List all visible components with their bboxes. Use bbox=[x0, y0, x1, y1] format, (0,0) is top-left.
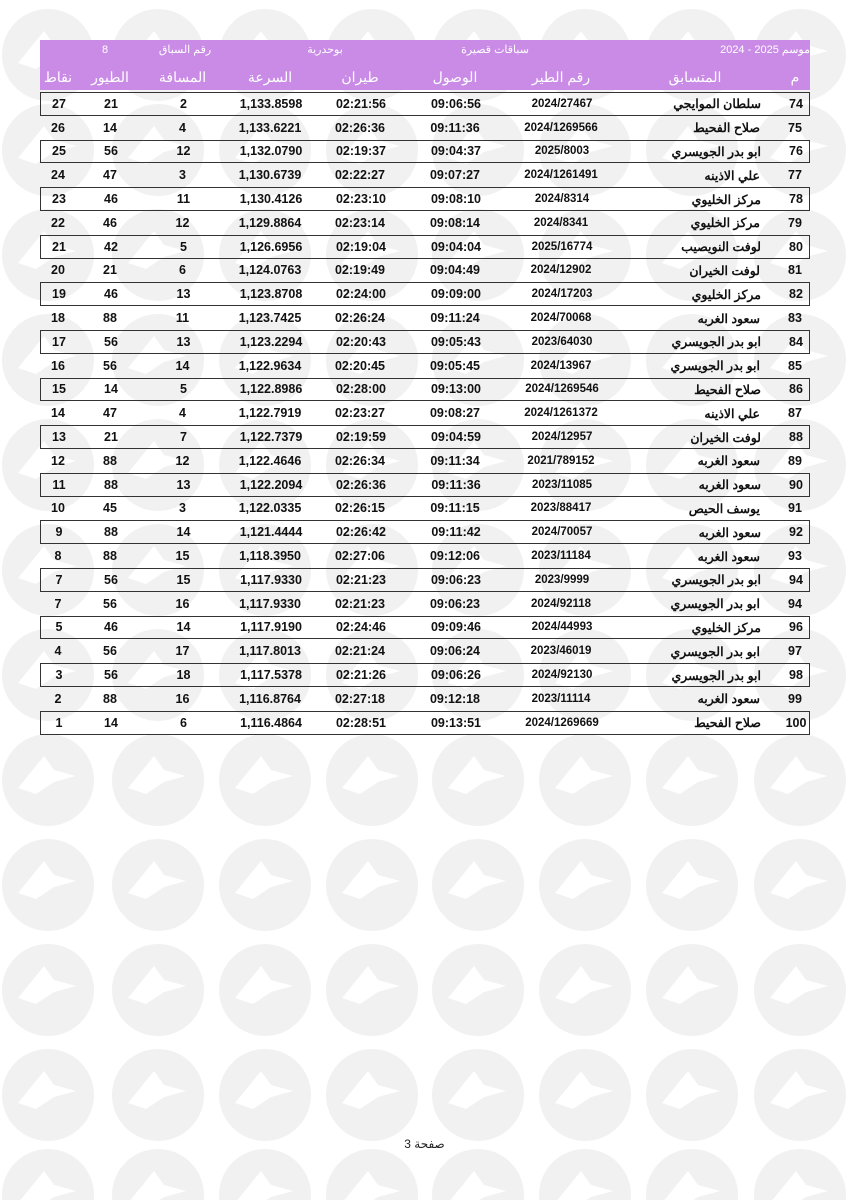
cell-distance: 5 bbox=[180, 239, 187, 254]
header-info-row bbox=[40, 40, 810, 62]
cell-birds: 88 bbox=[103, 549, 117, 564]
cell-birds: 56 bbox=[103, 358, 117, 373]
cell-rank: 96 bbox=[789, 620, 803, 635]
cell-birds: 47 bbox=[103, 406, 117, 421]
cell-birds: 88 bbox=[103, 311, 117, 326]
cell-flight: 02:20:43 bbox=[335, 334, 387, 349]
cell-flight: 02:27:06 bbox=[334, 549, 386, 564]
results-table-body bbox=[40, 92, 810, 735]
cell-rank: 93 bbox=[788, 549, 802, 564]
cell-arrival: 09:09:00 bbox=[430, 287, 482, 302]
cell-distance: 16 bbox=[175, 691, 190, 706]
col-owner: المتسابق bbox=[668, 69, 722, 85]
table-row bbox=[40, 378, 810, 402]
cell-flight: 02:21:26 bbox=[335, 668, 387, 683]
cell-rank: 79 bbox=[788, 215, 802, 230]
cell-points: 10 bbox=[51, 501, 65, 516]
table-row bbox=[40, 449, 810, 473]
cell-flight: 02:23:10 bbox=[335, 192, 387, 207]
cell-rank: 92 bbox=[789, 525, 803, 540]
table-row bbox=[40, 187, 810, 211]
table-row bbox=[40, 687, 810, 711]
cell-distance: 12 bbox=[176, 144, 191, 159]
cell-birds: 42 bbox=[104, 239, 118, 254]
cell-owner: سعود الغربه bbox=[698, 525, 761, 540]
cell-points: 25 bbox=[52, 144, 66, 159]
cell-ring: 2024/92118 bbox=[530, 597, 592, 610]
cell-rank: 85 bbox=[788, 358, 802, 373]
table-row bbox=[40, 473, 810, 497]
table-row bbox=[40, 116, 810, 140]
cell-owner: سعود الغربه bbox=[697, 311, 760, 326]
cell-distance: 17 bbox=[175, 644, 190, 659]
cell-speed: 1,123.7425 bbox=[238, 311, 302, 326]
cell-birds: 46 bbox=[104, 287, 118, 302]
cell-flight: 02:20:45 bbox=[334, 358, 386, 373]
cell-distance: 3 bbox=[179, 501, 186, 516]
cell-flight: 02:26:34 bbox=[334, 453, 386, 468]
cell-speed: 1,117.9330 bbox=[240, 572, 302, 587]
cell-speed: 1,122.0335 bbox=[238, 501, 302, 516]
cell-ring: 2023/11085 bbox=[531, 478, 593, 491]
cell-arrival: 09:11:34 bbox=[430, 453, 480, 468]
cell-distance: 12 bbox=[175, 215, 190, 230]
cell-flight: 02:19:49 bbox=[334, 263, 386, 278]
cell-speed: 1,123.8708 bbox=[239, 287, 303, 302]
cell-birds: 88 bbox=[104, 477, 118, 492]
cell-birds: 47 bbox=[103, 168, 117, 183]
cell-rank: 78 bbox=[789, 192, 803, 207]
cell-ring: 2023/9999 bbox=[534, 573, 590, 586]
cell-flight: 02:21:23 bbox=[334, 596, 386, 611]
cell-arrival: 09:11:36 bbox=[431, 477, 481, 492]
cell-points: 13 bbox=[52, 430, 66, 445]
cell-flight: 02:26:36 bbox=[334, 120, 386, 135]
cell-distance: 15 bbox=[176, 572, 191, 587]
cell-flight: 02:23:14 bbox=[334, 215, 386, 230]
cell-ring: 2021/789152 bbox=[527, 454, 595, 467]
cell-flight: 02:19:59 bbox=[335, 430, 387, 445]
cell-ring: 2024/17203 bbox=[531, 288, 593, 301]
cell-owner: مركز الخليوي bbox=[690, 216, 760, 231]
cell-speed: 1,122.7379 bbox=[239, 430, 303, 445]
cell-distance: 13 bbox=[176, 334, 191, 349]
cell-ring: 2024/44993 bbox=[531, 621, 593, 634]
table-row bbox=[40, 330, 810, 354]
cell-ring: 2024/13967 bbox=[530, 359, 592, 372]
cell-birds: 56 bbox=[104, 144, 118, 159]
cell-ring: 2024/70068 bbox=[530, 312, 592, 325]
cell-birds: 88 bbox=[103, 691, 117, 706]
cell-points: 2 bbox=[54, 691, 62, 706]
cell-distance: 14 bbox=[176, 620, 191, 635]
cell-points: 3 bbox=[55, 668, 63, 683]
cell-distance: 15 bbox=[175, 549, 190, 564]
cell-distance: 14 bbox=[175, 358, 190, 373]
cell-ring: 2024/92130 bbox=[531, 669, 593, 682]
cell-owner: سعود الغربه bbox=[698, 478, 761, 493]
cell-birds: 45 bbox=[103, 501, 117, 516]
cell-arrival: 09:06:23 bbox=[430, 572, 482, 587]
table-row bbox=[40, 235, 810, 259]
cell-speed: 1,118.3950 bbox=[239, 549, 301, 564]
cell-points: 24 bbox=[51, 168, 65, 183]
cell-flight: 02:23:27 bbox=[334, 406, 386, 421]
cell-ring: 2024/1261372 bbox=[524, 407, 598, 420]
cell-speed: 1,132.0790 bbox=[239, 144, 303, 159]
cell-birds: 56 bbox=[104, 668, 118, 683]
cell-rank: 82 bbox=[789, 287, 803, 302]
cell-speed: 1,122.4646 bbox=[238, 453, 302, 468]
cell-birds: 21 bbox=[104, 96, 118, 111]
table-row bbox=[40, 616, 810, 640]
cell-speed: 1,124.0763 bbox=[238, 263, 302, 278]
cell-speed: 1,122.8986 bbox=[239, 382, 303, 397]
cell-owner: لوفت الخيران bbox=[689, 263, 760, 278]
cell-speed: 1,129.8864 bbox=[238, 215, 302, 230]
cell-rank: 76 bbox=[789, 144, 803, 159]
table-header bbox=[40, 40, 810, 90]
cell-owner: يوسف الحيص bbox=[688, 501, 760, 516]
cell-flight: 02:21:24 bbox=[334, 644, 386, 659]
cell-speed: 1,133.6221 bbox=[238, 120, 302, 135]
header-columns-row bbox=[40, 64, 810, 90]
cell-distance: 14 bbox=[176, 525, 191, 540]
cell-distance: 4 bbox=[179, 120, 186, 135]
table-row bbox=[40, 711, 810, 735]
cell-speed: 1,121.4444 bbox=[239, 525, 303, 540]
cell-points: 8 bbox=[54, 549, 62, 564]
cell-birds: 21 bbox=[104, 430, 118, 445]
cell-owner: مركز الخليوي bbox=[691, 192, 761, 207]
race-type-label: سباقات قصيرة bbox=[461, 44, 529, 56]
table-row bbox=[40, 211, 810, 235]
cell-points: 5 bbox=[55, 620, 63, 635]
cell-speed: 1,130.6739 bbox=[238, 168, 302, 183]
table-row bbox=[40, 259, 810, 283]
cell-arrival: 09:05:45 bbox=[429, 358, 481, 373]
cell-birds: 14 bbox=[104, 382, 118, 397]
cell-ring: 2023/11114 bbox=[531, 692, 591, 705]
cell-distance: 3 bbox=[179, 168, 186, 183]
cell-speed: 1,117.5378 bbox=[240, 668, 302, 683]
cell-owner: ابو بدر الجويسري bbox=[670, 597, 760, 612]
cell-speed: 1,126.6956 bbox=[239, 239, 303, 254]
cell-owner: مركز الخليوي bbox=[691, 287, 761, 302]
cell-points: 7 bbox=[54, 596, 62, 611]
cell-rank: 94 bbox=[788, 596, 802, 611]
cell-ring: 2023/46019 bbox=[530, 645, 592, 658]
table-row bbox=[40, 92, 810, 116]
cell-points: 1 bbox=[55, 715, 63, 730]
cell-arrival: 09:11:36 bbox=[430, 120, 480, 135]
cell-rank: 84 bbox=[789, 334, 803, 349]
cell-owner: صلاح الفحيط bbox=[694, 382, 761, 397]
cell-distance: 2 bbox=[180, 96, 187, 111]
cell-arrival: 09:08:27 bbox=[429, 406, 481, 421]
cell-flight: 02:26:36 bbox=[335, 477, 387, 492]
cell-arrival: 09:08:10 bbox=[430, 192, 482, 207]
cell-points: 18 bbox=[51, 311, 65, 326]
cell-birds: 56 bbox=[104, 572, 118, 587]
cell-arrival: 09:11:42 bbox=[431, 525, 481, 540]
cell-rank: 88 bbox=[789, 430, 803, 445]
cell-rank: 91 bbox=[788, 501, 802, 516]
cell-rank: 87 bbox=[788, 406, 802, 421]
cell-owner: مركز الخليوي bbox=[691, 620, 761, 635]
cell-owner: سعود الغربه bbox=[697, 692, 760, 707]
cell-rank: 86 bbox=[789, 382, 803, 397]
cell-ring: 2023/11184 bbox=[531, 550, 591, 563]
cell-speed: 1,122.2094 bbox=[239, 477, 303, 492]
cell-flight: 02:28:51 bbox=[335, 715, 387, 730]
cell-flight: 02:28:00 bbox=[335, 382, 387, 397]
cell-distance: 7 bbox=[180, 430, 187, 445]
cell-birds: 46 bbox=[104, 192, 118, 207]
cell-speed: 1,116.4864 bbox=[240, 715, 302, 730]
cell-flight: 02:26:24 bbox=[334, 311, 386, 326]
table-row bbox=[40, 163, 810, 187]
cell-birds: 46 bbox=[104, 620, 118, 635]
cell-flight: 02:24:00 bbox=[335, 287, 387, 302]
cell-arrival: 09:04:49 bbox=[429, 263, 481, 278]
cell-speed: 1,117.9330 bbox=[239, 596, 301, 611]
cell-flight: 02:21:23 bbox=[335, 572, 387, 587]
cell-distance: 13 bbox=[176, 477, 191, 492]
table-row bbox=[40, 520, 810, 544]
cell-owner: ابو بدر الجويسري bbox=[671, 335, 761, 350]
cell-speed: 1,117.8013 bbox=[239, 644, 301, 659]
cell-speed: 1,122.9634 bbox=[238, 358, 302, 373]
cell-speed: 1,133.8598 bbox=[239, 96, 303, 111]
cell-points: 7 bbox=[55, 572, 63, 587]
cell-points: 11 bbox=[52, 477, 66, 492]
cell-owner: ابو بدر الجويسري bbox=[671, 573, 761, 588]
cell-speed: 1,117.9190 bbox=[240, 620, 302, 635]
cell-owner: علي الاذينه bbox=[704, 168, 760, 183]
cell-flight: 02:27:18 bbox=[334, 691, 386, 706]
cell-flight: 02:21:56 bbox=[335, 96, 387, 111]
cell-rank: 81 bbox=[788, 263, 802, 278]
cell-birds: 46 bbox=[103, 215, 117, 230]
cell-arrival: 09:11:15 bbox=[430, 501, 480, 516]
cell-rank: 74 bbox=[789, 96, 803, 111]
cell-speed: 1,130.4126 bbox=[239, 192, 303, 207]
cell-birds: 88 bbox=[103, 453, 117, 468]
cell-distance: 11 bbox=[175, 311, 190, 326]
cell-distance: 11 bbox=[176, 192, 191, 207]
cell-distance: 4 bbox=[179, 406, 186, 421]
cell-flight: 02:24:46 bbox=[335, 620, 387, 635]
cell-arrival: 09:12:18 bbox=[429, 691, 481, 706]
cell-owner: سعود الغربه bbox=[697, 549, 760, 564]
cell-distance: 16 bbox=[175, 596, 190, 611]
cell-birds: 14 bbox=[104, 715, 118, 730]
cell-ring: 2024/12902 bbox=[530, 264, 592, 277]
cell-arrival: 09:04:04 bbox=[430, 239, 482, 254]
col-rank: م bbox=[790, 69, 800, 85]
cell-distance: 6 bbox=[180, 715, 187, 730]
cell-distance: 18 bbox=[176, 668, 191, 683]
cell-points: 26 bbox=[51, 120, 65, 135]
cell-points: 12 bbox=[51, 453, 65, 468]
table-row bbox=[40, 639, 810, 663]
cell-ring: 2024/1261491 bbox=[524, 169, 598, 182]
col-distance: المسافة bbox=[158, 69, 207, 85]
cell-distance: 5 bbox=[180, 382, 187, 397]
cell-ring: 2025/16774 bbox=[531, 240, 593, 253]
cell-flight: 02:19:04 bbox=[335, 239, 387, 254]
cell-owner: سعود الغربه bbox=[697, 454, 760, 469]
cell-distance: 12 bbox=[175, 453, 190, 468]
table-row bbox=[40, 282, 810, 306]
cell-owner: ابو بدر الجويسري bbox=[671, 668, 761, 683]
cell-birds: 14 bbox=[103, 120, 117, 135]
cell-ring: 2024/8314 bbox=[534, 193, 590, 206]
cell-points: 21 bbox=[52, 239, 66, 254]
cell-points: 20 bbox=[51, 263, 65, 278]
cell-owner: علي الاذينه bbox=[704, 406, 760, 421]
cell-points: 22 bbox=[51, 215, 65, 230]
cell-points: 16 bbox=[51, 358, 65, 373]
table-row bbox=[40, 544, 810, 568]
cell-arrival: 09:06:56 bbox=[430, 96, 482, 111]
table-row bbox=[40, 592, 810, 616]
cell-owner: لوفت النويصيب bbox=[681, 240, 761, 255]
table-row bbox=[40, 425, 810, 449]
cell-arrival: 09:04:59 bbox=[430, 430, 482, 445]
cell-ring: 2025/8003 bbox=[534, 145, 590, 158]
cell-points: 4 bbox=[54, 644, 62, 659]
season-label: موسم 2025 - 2024 bbox=[720, 44, 810, 56]
cell-arrival: 09:06:23 bbox=[429, 596, 481, 611]
race-number-value: 8 bbox=[101, 44, 109, 56]
location-label: بوحدرية bbox=[307, 44, 343, 56]
cell-distance: 6 bbox=[179, 263, 186, 278]
cell-rank: 77 bbox=[788, 168, 802, 183]
cell-arrival: 09:12:06 bbox=[429, 549, 481, 564]
cell-rank: 83 bbox=[788, 311, 802, 326]
col-flight: طيران bbox=[341, 69, 379, 85]
cell-ring: 2024/1269566 bbox=[524, 121, 598, 134]
cell-rank: 100 bbox=[785, 715, 807, 730]
cell-owner: ابو بدر الجويسري bbox=[670, 359, 760, 374]
cell-points: 27 bbox=[52, 96, 66, 111]
cell-distance: 13 bbox=[176, 287, 191, 302]
cell-speed: 1,123.2294 bbox=[239, 334, 303, 349]
page-number: صفحة 3 bbox=[404, 1137, 445, 1151]
cell-points: 19 bbox=[52, 287, 66, 302]
cell-ring: 2024/1269669 bbox=[525, 716, 599, 729]
cell-flight: 02:19:37 bbox=[335, 144, 387, 159]
cell-birds: 56 bbox=[103, 644, 117, 659]
cell-arrival: 09:09:46 bbox=[430, 620, 482, 635]
cell-owner: صلاح الفحيط bbox=[693, 121, 760, 136]
cell-rank: 90 bbox=[789, 477, 803, 492]
col-arrival: الوصول bbox=[432, 69, 478, 85]
col-speed: السرعة bbox=[247, 69, 293, 85]
cell-ring: 2024/8341 bbox=[533, 216, 589, 229]
cell-ring: 2024/1269546 bbox=[525, 383, 599, 396]
cell-rank: 89 bbox=[788, 453, 802, 468]
col-points: نقاط bbox=[43, 69, 73, 85]
cell-ring: 2024/12957 bbox=[531, 431, 593, 444]
cell-ring: 2023/64030 bbox=[531, 335, 593, 348]
race-number-label: رقم السباق bbox=[158, 44, 212, 56]
col-birds: الطيور bbox=[91, 69, 129, 85]
table-row bbox=[40, 306, 810, 330]
cell-rank: 94 bbox=[789, 572, 803, 587]
cell-birds: 21 bbox=[103, 263, 117, 278]
cell-owner: صلاح الفحيط bbox=[694, 716, 761, 731]
cell-arrival: 09:13:00 bbox=[430, 382, 482, 397]
cell-arrival: 09:07:27 bbox=[429, 168, 481, 183]
cell-birds: 56 bbox=[104, 334, 118, 349]
cell-points: 23 bbox=[52, 192, 66, 207]
cell-arrival: 09:06:24 bbox=[429, 644, 481, 659]
table-row bbox=[40, 497, 810, 521]
cell-points: 9 bbox=[55, 525, 63, 540]
cell-arrival: 09:05:43 bbox=[430, 334, 482, 349]
cell-rank: 97 bbox=[788, 644, 802, 659]
cell-arrival: 09:11:24 bbox=[430, 311, 480, 326]
cell-ring: 2024/70057 bbox=[531, 526, 593, 539]
cell-ring: 2023/88417 bbox=[530, 502, 592, 515]
table-row bbox=[40, 401, 810, 425]
cell-points: 17 bbox=[52, 334, 66, 349]
cell-rank: 98 bbox=[789, 668, 803, 683]
cell-points: 14 bbox=[51, 406, 65, 421]
table-row bbox=[40, 663, 810, 687]
cell-flight: 02:22:27 bbox=[334, 168, 386, 183]
cell-owner: سلطان الموايجي bbox=[673, 97, 761, 112]
cell-owner: لوفت الخيران bbox=[690, 430, 761, 445]
table-row bbox=[40, 568, 810, 592]
cell-arrival: 09:13:51 bbox=[430, 715, 482, 730]
cell-owner: ابو بدر الجويسري bbox=[671, 144, 761, 159]
cell-speed: 1,122.7919 bbox=[238, 406, 302, 421]
cell-points: 15 bbox=[52, 382, 66, 397]
table-row bbox=[40, 354, 810, 378]
cell-birds: 88 bbox=[104, 525, 118, 540]
cell-ring: 2024/27467 bbox=[531, 97, 593, 110]
col-ring: رقم الطير bbox=[531, 69, 591, 85]
cell-rank: 75 bbox=[788, 120, 802, 135]
cell-flight: 02:26:42 bbox=[335, 525, 387, 540]
cell-arrival: 09:06:26 bbox=[430, 668, 482, 683]
cell-rank: 80 bbox=[789, 239, 803, 254]
cell-birds: 56 bbox=[103, 596, 117, 611]
cell-owner: ابو بدر الجويسري bbox=[670, 644, 760, 659]
cell-arrival: 09:08:14 bbox=[429, 215, 481, 230]
cell-arrival: 09:04:37 bbox=[430, 144, 482, 159]
cell-flight: 02:26:15 bbox=[334, 501, 386, 516]
cell-rank: 99 bbox=[788, 691, 802, 706]
table-row bbox=[40, 140, 810, 164]
cell-speed: 1,116.8764 bbox=[239, 691, 301, 706]
